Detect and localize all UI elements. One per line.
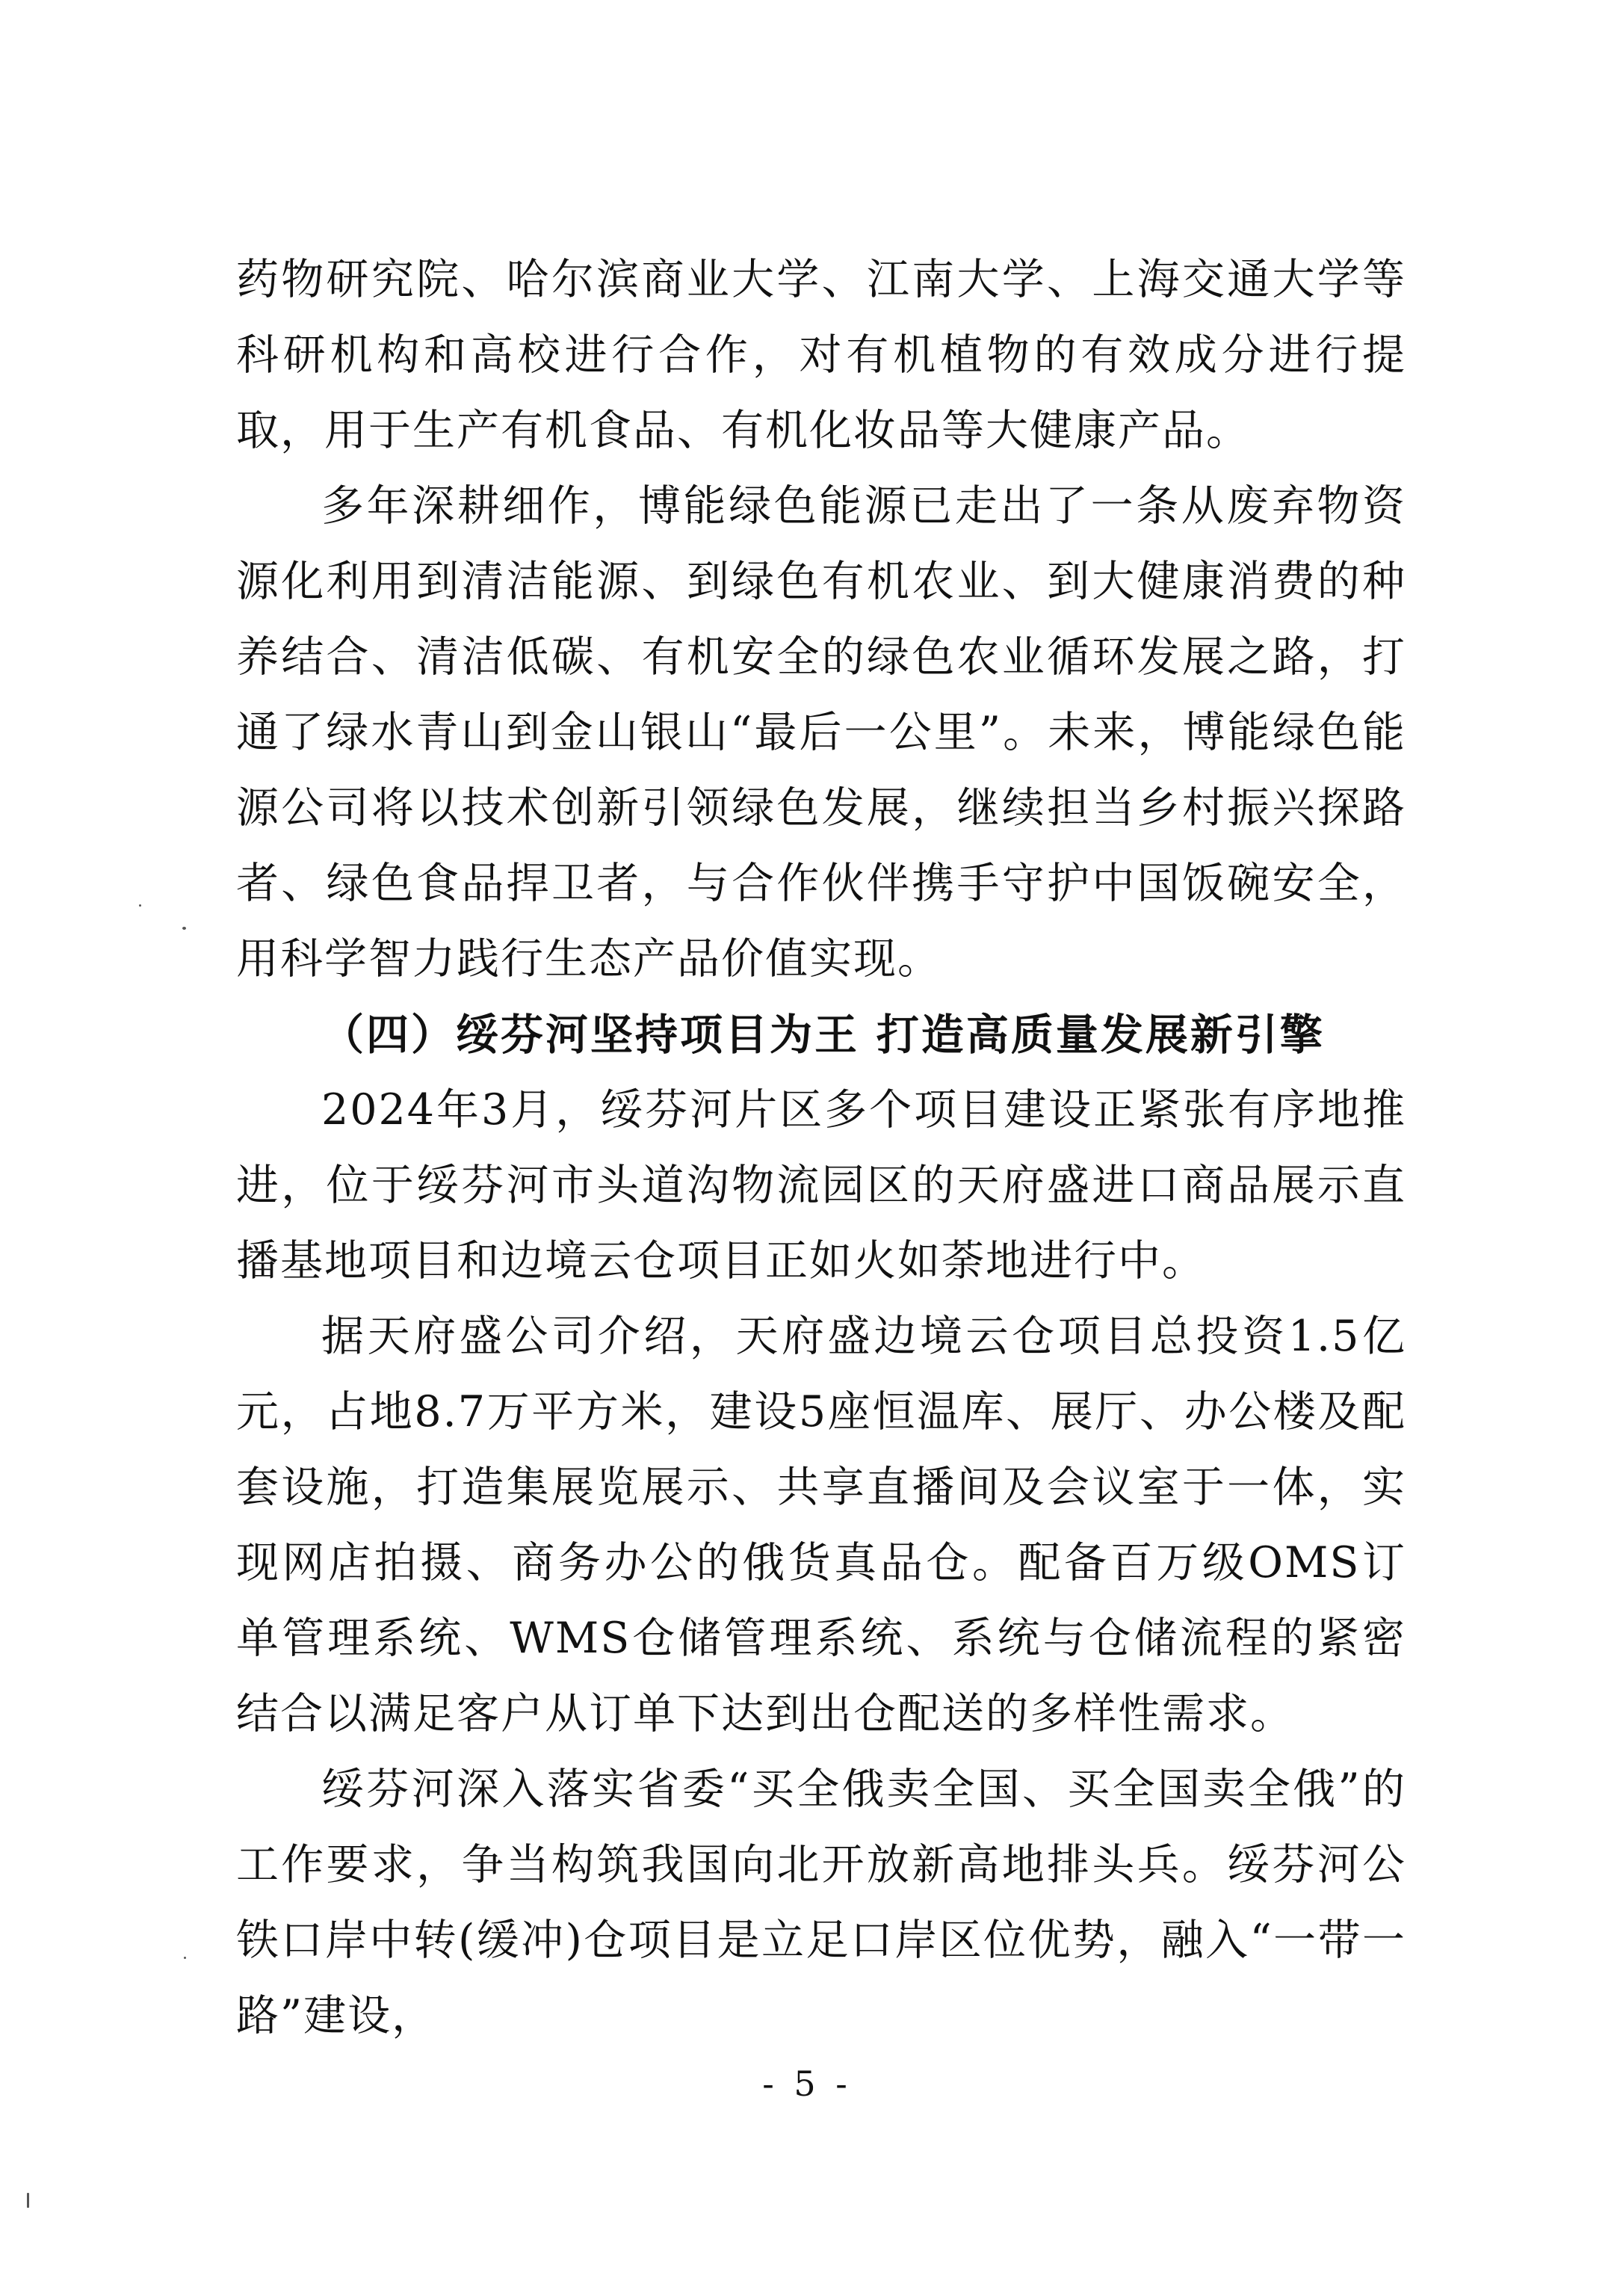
scan-speck xyxy=(184,1957,186,1959)
paragraph-tianfusheng-cloud-warehouse: 据天府盛公司介绍，天府盛边境云仓项目总投资1.5亿元，占地8.7万平方米，建设5座恒温库、展厅、办公楼及配套设施，打造集展览展示、共享直播间及会议室于一体，实现网店拍摄、商务办公的俄货真品仓。配备百万级OMS订单管理系统、WMS仓储管理系统、系统与仓储流程的紧密结合以满足客户从订单下达到出仓配送的多样性需求。 xyxy=(236,1312,1406,1738)
page-number: - 5 - xyxy=(762,2064,852,2104)
paragraph-suifenhe-projects: 2024年3月，绥芬河片区多个项目建设正紧张有序地推进，位于绥芬河市头道沟物流园区的天府盛进口商品展示直播基地项目和边境云仓项目正如火如荼地进行中。 xyxy=(236,1085,1406,1286)
paragraph-suifenhe-port-warehouse: 绥芬河深入落实省委“买全俄卖全国、买全国卖全俄”的工作要求，争当构筑我国向北开放新高地排头兵。绥芬河公铁口岸中转(缓冲)仓项目是立足口岸区位优势，融入“一带一路”建设， xyxy=(236,1765,1406,2040)
paragraph-continuation: 药物研究院、哈尔滨商业大学、江南大学、上海交通大学等科研机构和高校进行合作，对有机植物的有效成分进行提取，用于生产有机食品、有机化妆品等大健康产品。 xyxy=(236,255,1406,455)
scan-speck xyxy=(27,2193,29,2208)
document-body xyxy=(236,242,1406,2054)
scan-speck xyxy=(182,927,186,930)
paragraph-boneng-summary: 多年深耕细作，博能绿色能源已走出了一条从废弃物资源化利用到清洁能源、到绿色有机农业、到大健康消费的种养结合、清洁低碳、有机安全的绿色农业循环发展之路，打通了绿水青山到金山银山“最后一公里”。未来，博能绿色能源公司将以技术创新引领绿色发展，继续担当乡村振兴探路者、绿色食品捍卫者，与合作伙伴携手守护中国饭碗安全，用科学智力践行生态产品价值实现。 xyxy=(236,481,1406,984)
scan-speck xyxy=(139,904,141,907)
section-heading: （四）绥芬河坚持项目为王 打造高质量发展新引擎 xyxy=(321,1010,1325,1060)
